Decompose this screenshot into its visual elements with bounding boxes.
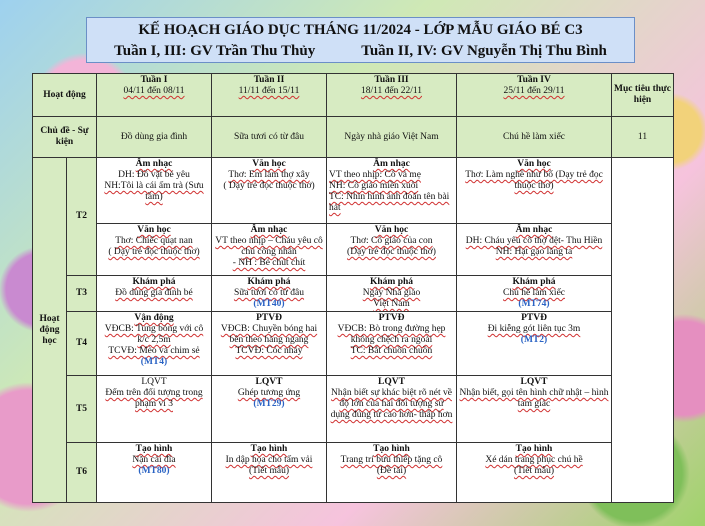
- t4-3-l1: VĐCB: Bò trong đường hẹp không chệch ra ngoài: [337, 324, 446, 345]
- t2b-1-l1: Thơ: Chiếc quạt nan: [115, 236, 193, 246]
- page-title: KẾ HOẠCH GIÁO DỤC THÁNG 11/2024 - LỚP MẪU GIÁO BÉ C3: [138, 22, 583, 38]
- week-2-dates: 11/11 đến 15/11: [238, 86, 300, 96]
- t3-cell-3: [327, 276, 457, 312]
- t6-cell-1: [97, 443, 212, 503]
- week-1-name: Tuần I: [140, 75, 168, 85]
- t2a-3-l3: TC: Nhìn hình ảnh đoán tên bài hát: [329, 192, 450, 213]
- t5-4-title: LQVT: [520, 377, 548, 387]
- day-t3: T3: [67, 276, 97, 312]
- t4-1-goal: (MT4): [140, 357, 168, 367]
- t6-4-l2: (Tiết mẫu): [513, 466, 555, 476]
- t2b-2-l2: - NH : Bé chút chít: [232, 258, 306, 268]
- t2b-3-l1: Thơ: Cô giáo của con: [350, 236, 433, 246]
- t2b-cell-1: [97, 224, 212, 276]
- t6-3-l1: Trang trí bưu thiếp tặng cô: [340, 455, 443, 465]
- t6-2-title: Tạo hình: [250, 444, 288, 454]
- header-activity: Hoạt động: [33, 74, 97, 117]
- t6-4-l1: Xé dán trang phục chú hề: [485, 455, 583, 465]
- t4-2-l1: VĐCB: Chuyền bóng hai bên theo hàng ngang: [220, 324, 318, 345]
- t4-2-l2: TCVĐ: Cóc nhảy: [235, 346, 303, 356]
- t3-2-goal: (MT40): [253, 299, 285, 309]
- t6-cell-3: [327, 443, 457, 503]
- t6-1-title: Tạo hình: [135, 444, 173, 454]
- t2b-cell-4: [457, 224, 612, 276]
- t5-cell-4: [457, 376, 612, 443]
- t6-4-title: Tạo hình: [515, 444, 553, 454]
- day-t2: T2: [67, 158, 97, 276]
- t2a-2-title: Văn học: [252, 159, 286, 169]
- t3-cell-4: [457, 276, 612, 312]
- day-t5: T5: [67, 376, 97, 443]
- t5-cell-3: [327, 376, 457, 443]
- t5-3-title: LQVT: [378, 377, 405, 387]
- t3-cell-2: [212, 276, 327, 312]
- goal-column: [612, 158, 674, 503]
- t4-cell-4: [457, 312, 612, 376]
- t4-1-title: Vận động: [134, 313, 174, 323]
- t2b-3-l2: (Dạy trẻ đọc thuộc thơ): [347, 247, 436, 257]
- t2b-4-l2: NH: Hạt gạo làng ta: [495, 247, 573, 257]
- t2b-4-l1: DH: Cháu yêu cô thợ dệt- Thu Hiền: [465, 236, 603, 246]
- t2a-cell-2: [212, 158, 327, 224]
- t6-1-goal: (MT80): [138, 466, 170, 476]
- row-t6: [33, 443, 674, 503]
- t6-cell-4: [457, 443, 612, 503]
- topics-label: Chủ đề - Sự kiện: [33, 117, 97, 158]
- topic-4: Chú hề làm xiếc: [457, 117, 612, 158]
- t2a-1-title: Âm nhạc: [135, 159, 173, 169]
- row-t3: [33, 276, 674, 312]
- t3-3-title: Khám phá: [369, 277, 414, 287]
- t4-cell-2: [212, 312, 327, 376]
- t2a-4-l1: Thơ: Làm nghề như bố (Dạy trẻ đọc thuộc thơ): [465, 170, 603, 191]
- plan-table: [32, 73, 674, 503]
- topic-2: Sữa tươi có từ đâu: [212, 117, 327, 158]
- t4-cell-1: [97, 312, 212, 376]
- t2b-3-title: Văn học: [374, 225, 409, 235]
- t4-1-l1: VĐCB: Tung bóng với cô k/c 2,5m: [104, 324, 204, 345]
- t2a-cell-3: [327, 158, 457, 224]
- row-t2-a: [33, 158, 674, 224]
- header-week-3: [327, 74, 457, 117]
- t2b-cell-2: [212, 224, 327, 276]
- t4-3-l2: TC: Bắt chuồn chuồn: [350, 346, 433, 356]
- t2b-2-title: Âm nhạc: [250, 225, 288, 235]
- week-2-name: Tuần II: [253, 75, 285, 85]
- t6-3-l2: (Đề tài): [376, 466, 407, 476]
- t2a-3-l2: NH: Cô giáo miền xuôi: [329, 181, 419, 191]
- t2a-cell-4: [457, 158, 612, 224]
- teacher-left: Tuần I, III: GV Trần Thu Thủy: [114, 43, 316, 59]
- t4-4-l1: Đi kiễng gót liên tục 3m: [487, 324, 581, 334]
- t3-1-l1: Đồ dùng gia đình bé: [115, 288, 193, 298]
- t2a-1-l2: NH:Tôi là cái ấm trà (Sưu tầm): [104, 181, 204, 202]
- t2a-1-l1: DH: Đồ vật bé yêu: [118, 170, 190, 180]
- t5-1-l1: Đếm trên đối tượng trong phạm vi 3: [105, 388, 203, 409]
- t2b-1-l2: ( Dạy trẻ đọc thuộc thơ): [108, 247, 200, 257]
- t5-cell-1: [97, 376, 212, 443]
- t3-3-l1: Ngày Nhà giáo: [362, 288, 421, 298]
- t2b-1-title: Văn học: [137, 225, 171, 235]
- t5-3-l1: Nhận biết sự khác biệt rõ nét về độ lớn của hai đối tượng sử dụng đúng từ cao hơn- thấp hơn: [330, 388, 453, 420]
- t2b-cell-3: [327, 224, 457, 276]
- header-goal: Mục tiêu thực hiện: [612, 74, 674, 117]
- teacher-right: Tuần II, IV: GV Nguyễn Thị Thu Bình: [361, 43, 607, 59]
- t2a-3-l1: VT theo nhịp: Cô và mẹ: [329, 170, 421, 180]
- topic-3: Ngày nhà giáo Việt Nam: [327, 117, 457, 158]
- t5-cell-2: [212, 376, 327, 443]
- row-t2-b: [33, 224, 674, 276]
- teachers-line: [87, 41, 634, 61]
- t2b-2-l1: VT theo nhịp – Cháu yêu cô chú công nhân: [215, 236, 323, 257]
- t4-3-title: PTVĐ: [378, 313, 405, 323]
- header-week-2: [212, 74, 327, 117]
- t6-2-l2: (Tiết mẫu): [248, 466, 290, 476]
- day-t6: T6: [67, 443, 97, 503]
- t4-4-goal: (MT2): [520, 335, 548, 345]
- t3-3-l2: Việt Nam: [373, 299, 410, 309]
- t6-cell-2: [212, 443, 327, 503]
- week-4-dates: 25/11 đến 29/11: [503, 86, 565, 96]
- t6-1-l1: Nặn cái đĩa: [132, 455, 176, 465]
- group-label: Hoạt động học: [33, 158, 67, 503]
- week-1-dates: 04/11 đến 08/11: [123, 86, 185, 96]
- t3-2-title: Khám phá: [247, 277, 291, 287]
- t3-4-title: Khám phá: [512, 277, 556, 287]
- t5-2-l1: Ghép tương ứng: [237, 388, 301, 398]
- t2b-4-title: Âm nhạc: [515, 225, 553, 235]
- t3-4-l1: Chú hề làm xiếc: [503, 288, 565, 298]
- t3-1-title: Khám phá: [132, 277, 176, 287]
- topics-row: [33, 117, 674, 158]
- t3-4-goal: (MT74): [518, 299, 550, 309]
- t2a-2-l2: ( Dạy trẻ đọc thuộc thơ): [223, 181, 315, 191]
- header-row: [33, 74, 674, 117]
- t5-2-title: LQVT: [255, 377, 283, 387]
- row-t5: [33, 376, 674, 443]
- row-t4: [33, 312, 674, 376]
- t2a-2-l1: Thơ: Em làm thợ xây: [228, 170, 310, 180]
- t6-3-title: Tạo hình: [373, 444, 410, 454]
- t3-cell-1: [97, 276, 212, 312]
- week-4-name: Tuần IV: [517, 75, 551, 85]
- t5-4-l1: Nhận biết, gọi tên hình chữ nhật – hình tam giác: [459, 388, 609, 409]
- title-box: [86, 17, 635, 63]
- header-week-4: [457, 74, 612, 117]
- t4-1-l2: TCVĐ: Mèo và chim sẻ: [108, 346, 200, 356]
- t2a-4-title: Văn học: [517, 159, 551, 169]
- t5-1-title: LQVT: [141, 377, 167, 387]
- header-week-1: [97, 74, 212, 117]
- t3-2-l1: Sữa tươi có từ đâu: [233, 288, 305, 298]
- topic-1: Đồ dùng gia đình: [97, 117, 212, 158]
- t4-4-title: PTVĐ: [521, 313, 547, 323]
- t5-2-goal: (MT29): [253, 399, 285, 409]
- t2a-3-title: Âm nhạc: [373, 159, 410, 169]
- t2a-cell-1: [97, 158, 212, 224]
- week-3-name: Tuần III: [374, 75, 409, 85]
- topics-goal-count: 11: [612, 117, 674, 158]
- day-t4: T4: [67, 312, 97, 376]
- t4-2-title: PTVĐ: [256, 313, 282, 323]
- t4-cell-3: [327, 312, 457, 376]
- week-3-dates: 18/11 đến 22/11: [360, 86, 423, 96]
- t6-2-l1: In dập họa cho tấm vải: [225, 455, 313, 465]
